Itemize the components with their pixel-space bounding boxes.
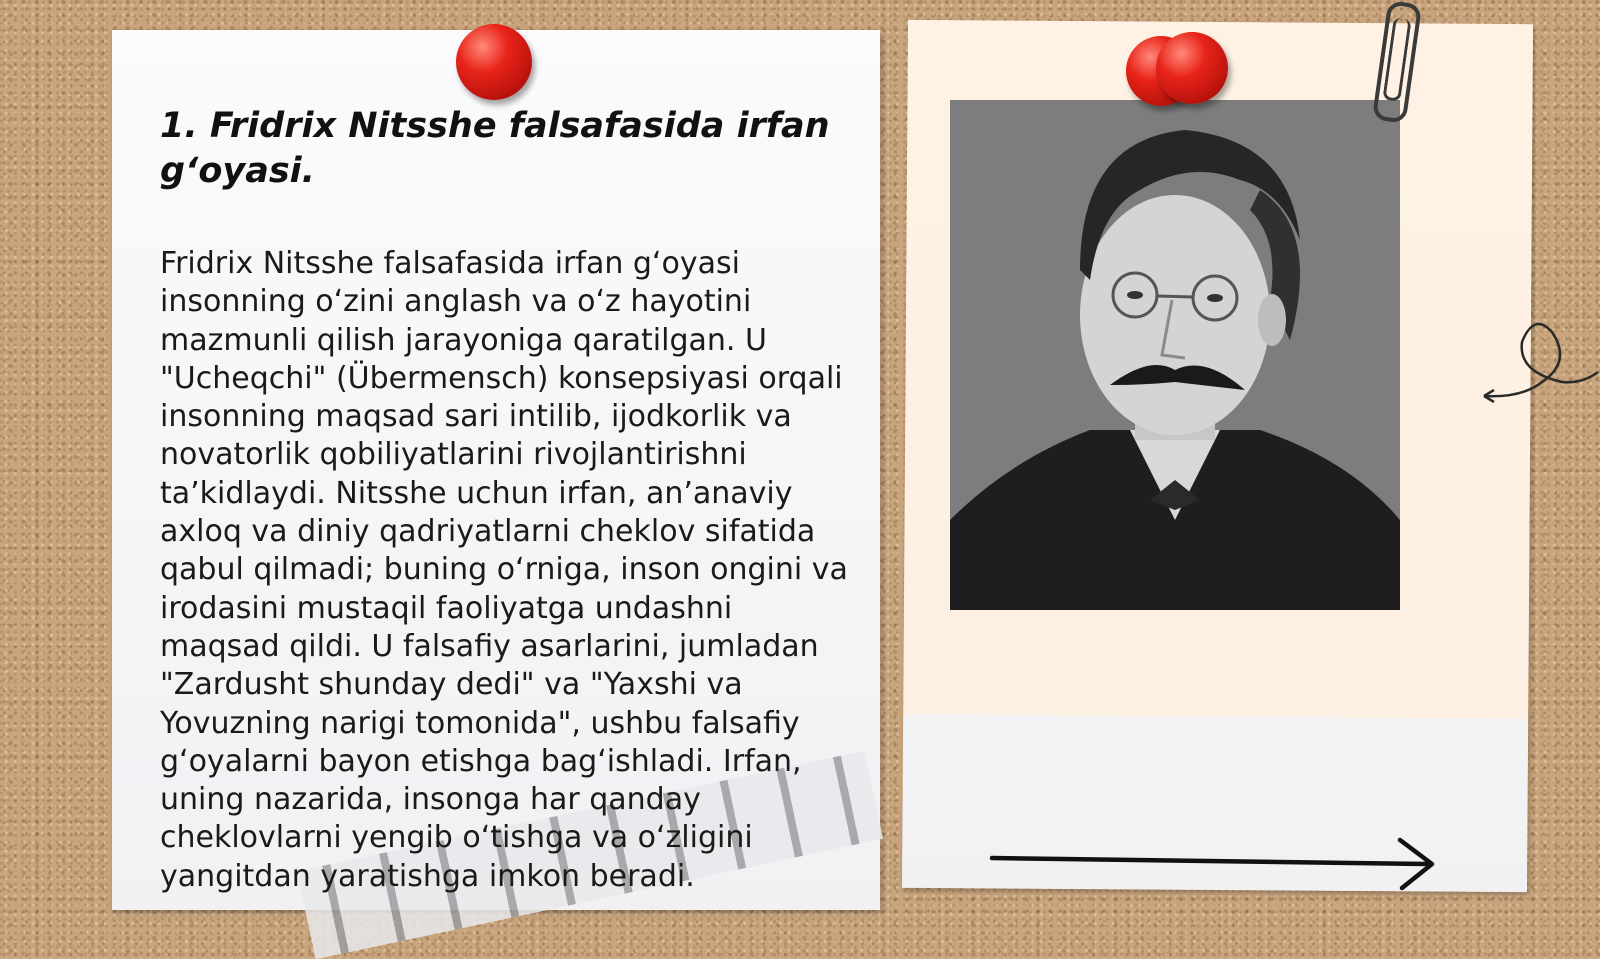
slide-title: 1. Fridrix Nitsshe falsafasida irfan g‘oyasi.: [160, 106, 830, 191]
portrait-photo: [950, 100, 1400, 610]
push-pin-icon: [456, 24, 532, 100]
squiggle-arrow-icon: [1482, 312, 1600, 412]
slide-body-text: Fridrix Nitsshe falsafasida irfan g‘oyasi insonning o‘zini anglash va o‘z hayotini mazmunli qilish jarayoniga qaratilgan. U "Ucheqchi" (Übermensch) konsepsiyasi orqali insonning maqsad sari intilib, ijodkorlik va novatorlik qobiliyatlarini rivojlantirishni ta’kidlaydi. Nitsshe uchun irfan, an’anaviy axloq va diniy qadriyatlarni cheklov sifatida qabul qilmadi; buning o‘rniga, inson ongini va irodasini mustaqil faoliyatga undashni maqsad qildi. U falsafiy asarlarini, jumladan "Zardusht shunday dedi" va "Yaxshi va Yovuzning narigi tomonida", ushbu falsafiy g‘oyalarni bayon etishga bag‘ishladi. Irfan, uning nazarida, insonga har qanday cheklovlarni yengib o‘tishga va o‘zligini yangitdan yaratishga imkon beradi.: [160, 246, 848, 894]
arrow-right-icon: [988, 832, 1448, 892]
push-pin-icon: [1156, 32, 1228, 104]
